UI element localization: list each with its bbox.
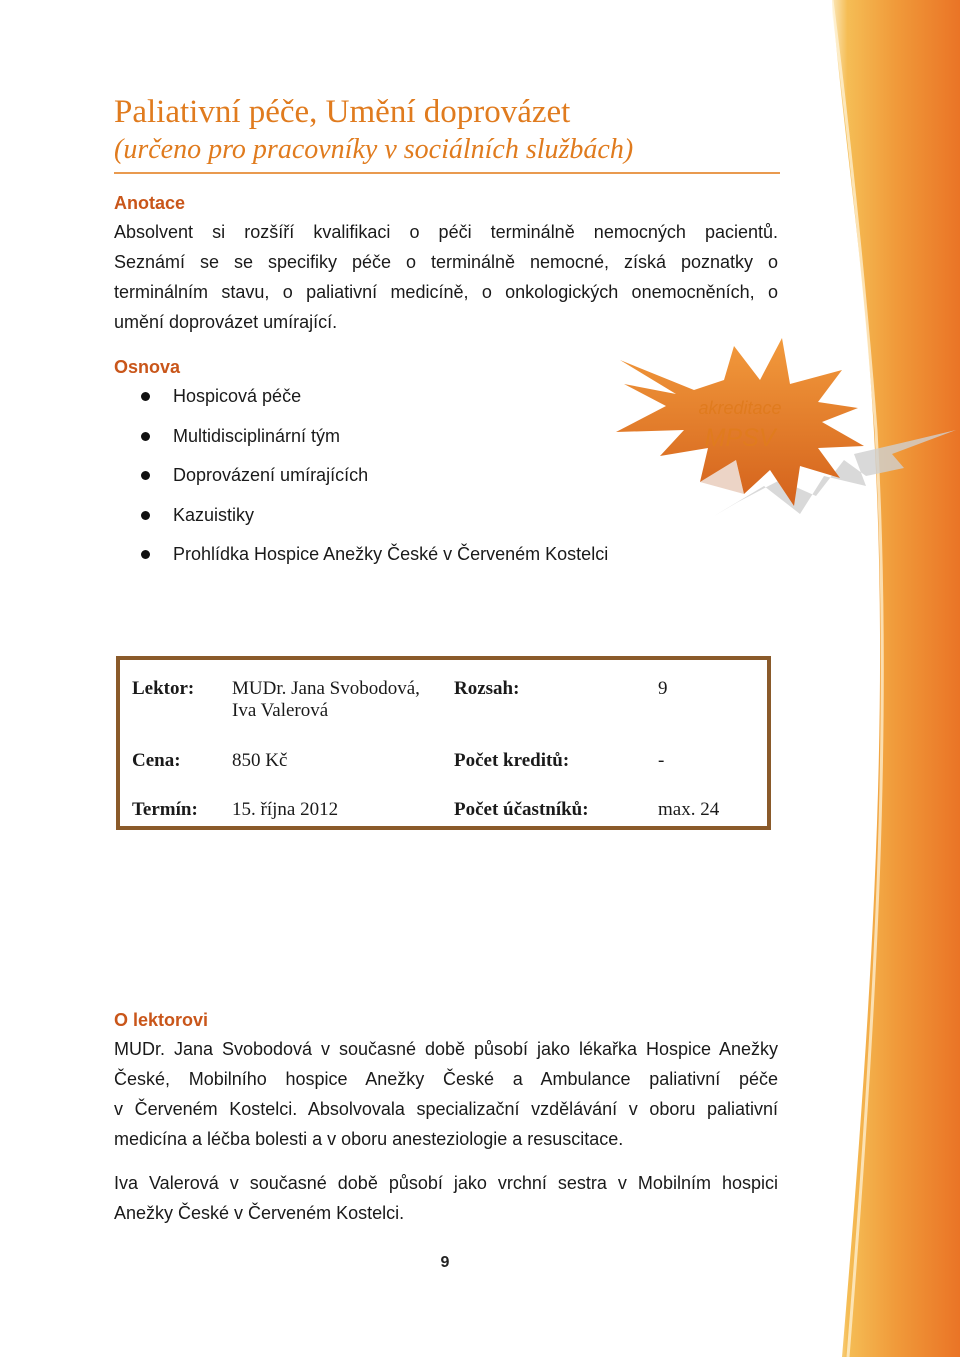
bullet-icon [141,432,150,441]
cena-label: Cena: [132,750,181,771]
bio-line: v Červeném Kostelci. Absolvovala specializační vzdělávání v oboru paliativní [114,1099,778,1119]
o-lektorovi-heading: O lektorovi [114,1010,209,1030]
list-item-label: Doprovázení umírajících [173,465,369,486]
bullet-icon [141,392,150,401]
page-number: 9 [440,1254,450,1271]
list-item [140,501,608,541]
lektor-bio-paragraph-2 [114,1168,778,1228]
kredity-value: - [658,750,665,771]
list-item-label: Hospicová péče [173,386,302,406]
page-title: Paliativní péče, Umění doprovázet [114,94,571,130]
ucastnici-label: Počet účastníků: [454,799,589,820]
anotace-line: Absolvent si rozšíří kvalifikaci o péči terminálně nemocných pacientů. [114,222,778,242]
bio-line: medicína a léčba bolesti a v oboru anesteziologie a resuscitace. [114,1129,624,1149]
decorative-side-band [832,0,960,1357]
bio-line: České, Mobilního hospice Anežky České a Ambulance paliativní péče [114,1069,778,1089]
lektor-bio-paragraph [114,1034,778,1154]
osnova-list [140,382,608,580]
lektor-value: Iva Valerová [232,700,329,721]
bullet-icon [141,550,150,559]
list-item [140,422,608,462]
cena-value: 850 Kč [232,750,288,771]
bullet-icon [141,471,150,480]
termin-value: 15. října 2012 [232,799,339,820]
lektor-label: Lektor: [132,678,195,699]
osnova-heading: Osnova [114,357,181,377]
anotace-paragraph [114,217,778,337]
badge-title: MPSV [704,424,776,452]
course-info-box [116,656,771,830]
list-item-label: Kazuistiky [173,504,255,525]
list-item [140,461,608,501]
ucastnici-value: max. 24 [658,799,720,820]
list-item [140,540,608,580]
lektor-value: MUDr. Jana Svobodová, [232,678,420,699]
list-item-label: Prohlídka Hospice Anežky České v Červeném Kostelci [173,544,609,565]
bullet-icon [141,511,150,520]
rozsah-label: Rozsah: [454,678,520,699]
title-divider [114,172,780,174]
bio-line: Iva Valerová v současné době působí jako vrchní sestra v Mobilním hospici [114,1173,778,1193]
kredity-label: Počet kreditů: [454,750,570,771]
bio-line: MUDr. Jana Svobodová v současné době působí jako lékařka Hospice Anežky [114,1039,778,1059]
page-subtitle: (určeno pro pracovníky v sociálních službách) [114,134,634,165]
bio-line: Anežky České v Červeném Kostelci. [114,1203,405,1223]
termin-label: Termín: [132,799,198,820]
rozsah-value: 9 [658,678,668,699]
anotace-heading: Anotace [114,193,186,213]
anotace-line: Seznámí se se specifiky péče o terminálně nemocné, získá poznatky o [114,252,778,272]
anotace-line: terminálním stavu, o paliativní medicíně, o onkologických onemocněních, o [114,282,778,302]
list-item-label: Multidisciplinární tým [173,425,341,446]
anotace-line: umění doprovázet umírající. [114,312,338,332]
list-item [140,382,608,422]
badge-label: akreditace [698,398,782,418]
